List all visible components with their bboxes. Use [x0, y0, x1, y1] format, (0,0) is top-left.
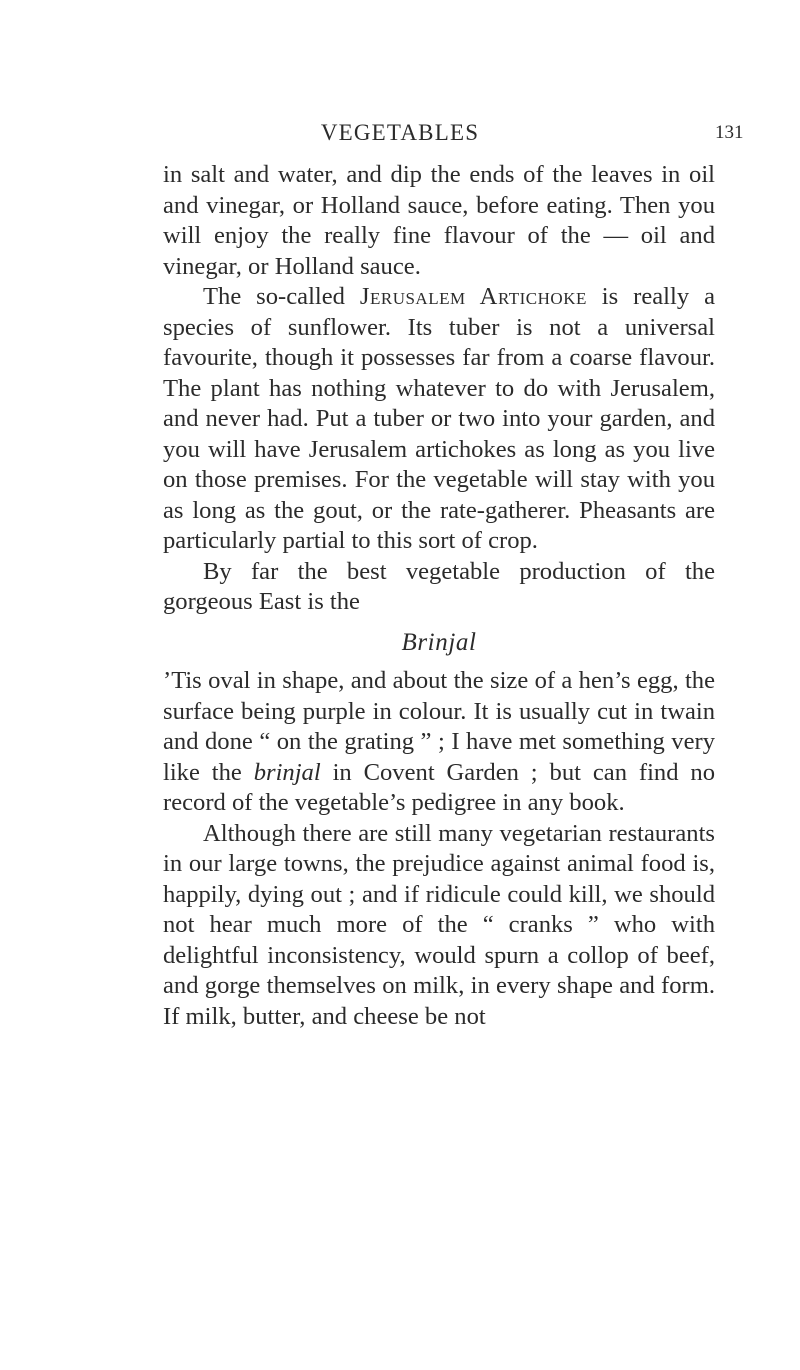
jerusalem-artichoke-term: Jerusalem Artichoke [359, 283, 587, 310]
paragraph-1: in salt and water, and dip the ends of the leaves in oil and vinegar, or Holland sauce, before eating. Then you will enjoy the really fine flavour of the — oil and vinegar, or Holland sauce. [163, 161, 715, 280]
running-head [0, 120, 800, 154]
paragraph-2-rest: is really a species of sunflower. Its tuber is not a universal favourite, though it possesses far from a coarse flavour. The plant has nothing whatever to do with Jerusalem, and never had. Put a tuber or two into your garden, and you will have Jerusalem artichokes as long as you live on those premises. For the vegetable will stay with you as long as the gout, or the rate-gatherer. Pheasants are particularly partial to this sort of crop. [163, 283, 715, 554]
running-title: VEGETABLES [320, 120, 480, 145]
body-text [163, 160, 715, 1032]
paragraph-2 [163, 282, 715, 557]
paragraph-3: By far the best vegetable production of the gorgeous East is the [163, 557, 715, 615]
page-number: 131 [715, 122, 744, 143]
paragraph-5: Although there are still many vegetarian restaurants in our large towns, the prejudice against animal food is, happily, dying out ; and if ridicule could kill, we should not hear much more of the “ cranks ” who with delightful inconsistency, would spurn a collop of beef, and gorge themselves on milk, in every shape and form. If milk, butter, and cheese be not [163, 819, 715, 1030]
brinjal-term: brinjal [253, 758, 321, 786]
paragraph-4-rest: in Covent Garden ; but can find no record of the vegetable’s pedigree in any book. [163, 758, 715, 816]
paragraph-2-lead: The so-called [203, 283, 360, 310]
paragraph-4 [163, 666, 715, 819]
section-heading: Brinjal [401, 628, 477, 656]
paragraph-4-lead: ’Tis oval in shape, and about the size of a hen’s egg, the surface being purple in colour. It is usually cut in twain and done “ on the grating ” ; I have met something very like the [163, 667, 715, 786]
